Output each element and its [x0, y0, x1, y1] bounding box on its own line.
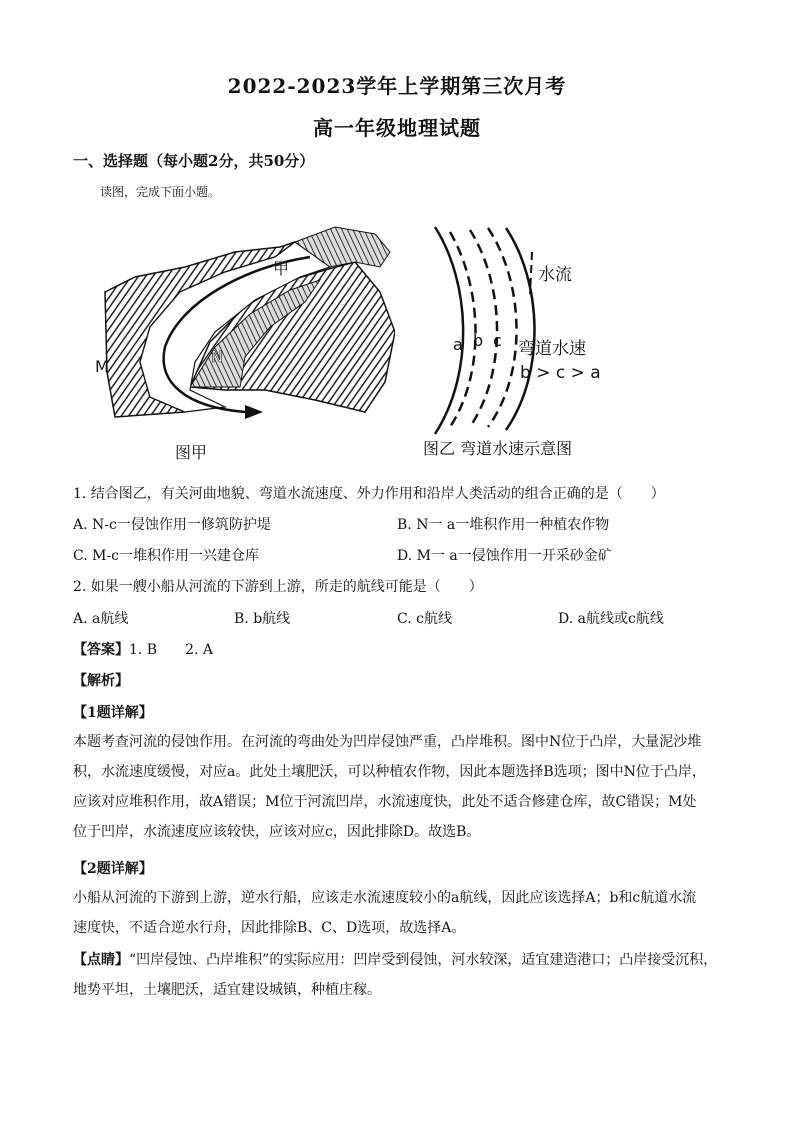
label-c: c [493, 331, 502, 350]
inner-bank-line [506, 228, 535, 430]
q2-option-d: D. a航线或c航线 [558, 611, 664, 627]
q2-option-b: B. b航线 [234, 611, 291, 627]
q1-option-b: B. N一 a一堆积作用一种植农作物 [397, 517, 610, 533]
label-b: b [473, 331, 484, 350]
label-a: a [453, 335, 463, 354]
q1-option-a: A. N-c一侵蚀作用一修筑防护堤 [73, 517, 271, 533]
analysis-tag: 【解析】 [73, 673, 129, 689]
route-c [488, 228, 517, 427]
detail2-line: 小船从河流的下游到上游，逆水行船，应该走水流速度较小的a航线，因此应该选择A；b和c航道水流 [73, 890, 697, 906]
route-b [470, 230, 497, 427]
detail1-tag: 【1题详解】 [73, 705, 153, 721]
tip-tag: 【点睛】 [73, 952, 129, 968]
label-speed-relation: b > c > a [520, 363, 601, 383]
q2-stem: 2. 如果一艘小船从河流的下游到上游，所走的航线可能是（ ） [73, 579, 483, 595]
answer-row [73, 639, 213, 659]
section-heading: 一、选择题（每小题2分，共50分） [73, 152, 315, 170]
answer-tag: 【答案】 [73, 642, 129, 658]
caption-jia: 图甲 [175, 443, 208, 462]
label-n: N [211, 347, 223, 366]
q1-option-c: C. M-c一堆积作用一兴建仓库 [73, 548, 260, 564]
tip-body [73, 945, 721, 1005]
label-bend-speed: 弯道水速 [518, 339, 586, 359]
tip-line: “凹岸侵蚀、凸岸堆积”的实际应用：凹岸受到侵蚀，河水较深，适宜建造港口；凸岸接受沉积， [129, 952, 718, 968]
q1-option-d: D. M一 a一侵蚀作用一开采砂金矿 [397, 548, 612, 564]
q1-stem: 1. 结合图乙，有关河曲地貌、弯道水流速度、外力作用和沿岸人类活动的组合正确的是（ ） [73, 486, 665, 502]
title-line-2: 高一年级地理试题 [313, 116, 481, 140]
bend-velocity-diagram [420, 222, 620, 437]
detail1-body [73, 727, 721, 847]
q2-option-c: C. c航线 [397, 611, 452, 627]
instruction-text: 读图，完成下面小题。 [100, 185, 221, 199]
river-meander-illustration [95, 222, 395, 462]
detail1-line: 位于凹岸，水流速度应该较快，应该对应c，因此排除D。故选B。 [73, 824, 481, 840]
detail1-line: 应该对应堆积作用，故A错误；M位于河流凹岸，水流速度快，此处不适合修建仓库，故C错误；M处 [73, 794, 697, 810]
tip-line: 地势平坦，土壤肥沃，适宜建设城镇，种植庄稼。 [73, 982, 381, 998]
figure-yi [420, 222, 620, 437]
detail1-line: 积，水流速度缓慢，对应a。此处土壤肥沃，可以种植农作物，因此本题选择B选项；图中N位于凸岸， [73, 764, 706, 780]
label-jia: 甲 [273, 259, 290, 278]
detail2-line: 速度快，不适合逆水行舟，因此排除B、C、D选项，故选择A。 [73, 920, 466, 936]
detail1-line: 本题考查河流的侵蚀作用。在河流的弯曲处为凹岸侵蚀严重，凸岸堆积。图中N位于凸岸，大量泥沙堆 [73, 734, 702, 750]
title-line-1: 2022-2023学年上学期第三次月考 [227, 74, 567, 98]
answer-text: 1. B 2. A [129, 642, 214, 658]
outer-bank-line [435, 227, 463, 434]
detail2-body [73, 883, 721, 943]
figure-jia [95, 222, 395, 462]
q2-option-a: A. a航线 [73, 611, 129, 627]
label-m: M [95, 357, 109, 376]
label-water-flow: 水流 [538, 265, 572, 285]
caption-yi: 图乙 弯道水速示意图 [423, 439, 573, 458]
detail2-tag: 【2题详解】 [73, 861, 153, 877]
